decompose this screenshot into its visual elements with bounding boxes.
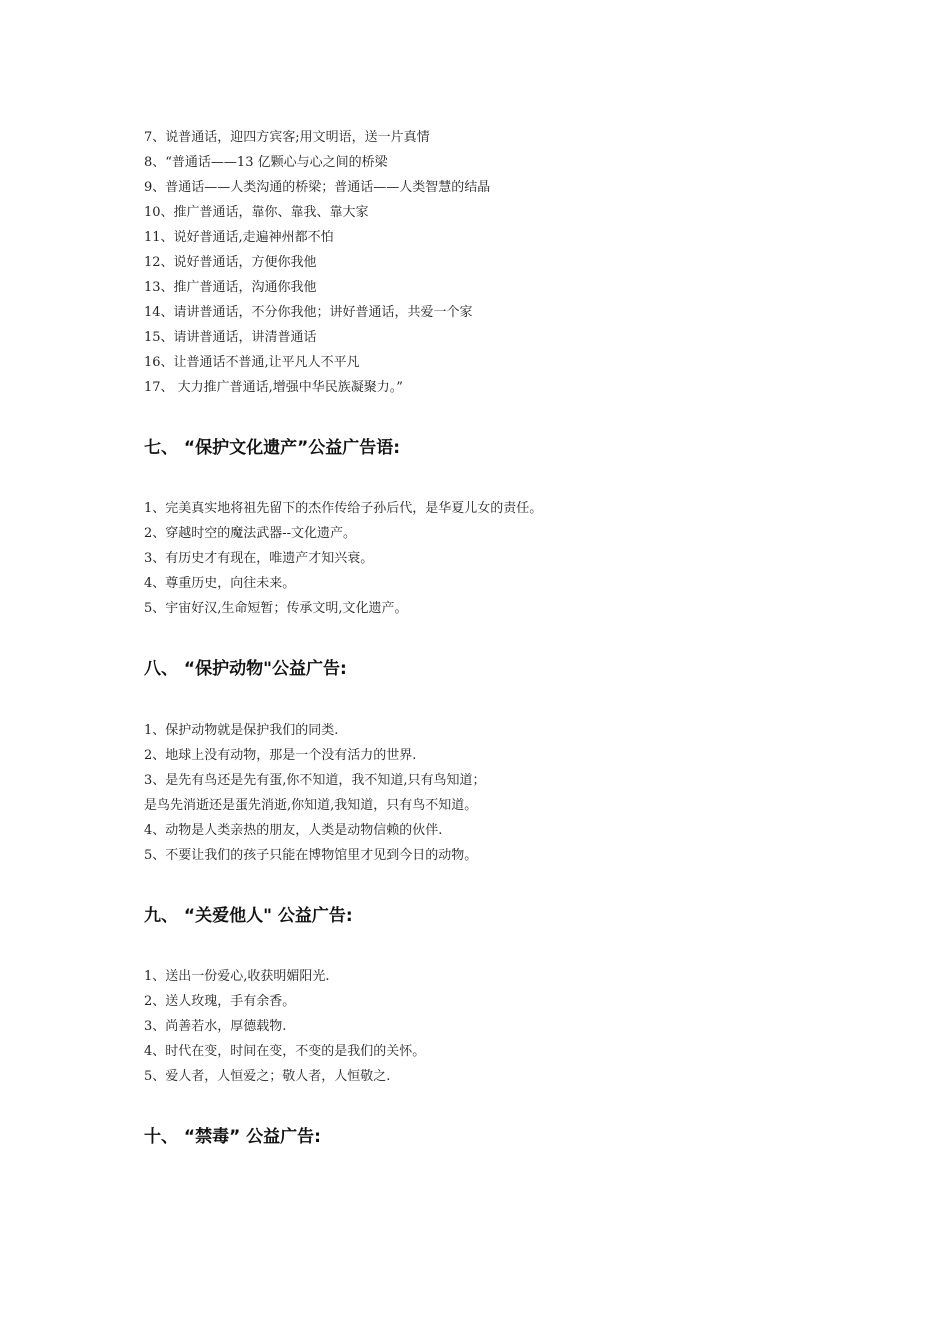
list-item: 2、送人玫瑰，手有余香。 xyxy=(144,994,296,1009)
list-item: 8、“普通话——13 亿颗心与心之间的桥梁 xyxy=(144,155,388,170)
list-item: 9、普通话——人类沟通的桥梁；普通话——人类智慧的结晶 xyxy=(144,180,491,195)
list-item: 3、尚善若水，厚德载物. xyxy=(144,1019,287,1034)
list-item: 1、送出一份爱心,收获明媚阳光. xyxy=(144,969,330,984)
list-item: 3、是先有鸟还是先有蛋,你不知道，我不知道,只有鸟知道； xyxy=(144,773,486,788)
list-item: 2、穿越时空的魔法武器--文化遗产。 xyxy=(144,526,357,541)
list-item: 2、地球上没有动物，那是一个没有活力的世界. xyxy=(144,748,417,763)
section-heading-anti-drug: 十、 “禁毒” 公益广告: xyxy=(144,1127,321,1147)
list-item: 5、宇宙好汉,生命短暂；传承文明,文化遗产。 xyxy=(144,601,408,616)
section-heading-protect-animals: 八、 “保护动物"公益广告: xyxy=(144,659,347,679)
list-item: 10、推广普通话，靠你、靠我、靠大家 xyxy=(144,205,369,220)
list-item: 4、尊重历史，向往未来。 xyxy=(144,576,296,591)
list-item: 14、请讲普通话，不分你我他；讲好普通话，共爱一个家 xyxy=(144,305,473,320)
care-for-others-slogan-list xyxy=(144,964,844,1089)
protect-animals-slogan-list xyxy=(144,718,844,868)
list-item: 11、说好普通话,走遍神州都不怕 xyxy=(144,230,334,245)
list-item: 15、请讲普通话，讲清普通话 xyxy=(144,330,317,345)
list-item: 13、推广普通话，沟通你我他 xyxy=(144,280,317,295)
section-heading-care-for-others: 九、 “关爱他人" 公益广告: xyxy=(144,906,353,926)
list-item: 1、保护动物就是保护我们的同类. xyxy=(144,723,339,738)
list-item: 1、完美真实地将祖先留下的杰作传给子孙后代，是华夏儿女的责任。 xyxy=(144,501,543,516)
list-item: 4、时代在变，时间在变，不变的是我们的关怀。 xyxy=(144,1044,426,1059)
list-item: 7、说普通话，迎四方宾客;用文明语，送一片真情 xyxy=(144,130,430,145)
putonghua-slogan-list xyxy=(144,125,844,400)
list-item: 16、让普通话不普通,让平凡人不平凡 xyxy=(144,355,360,370)
list-item: 5、爱人者，人恒爱之；敬人者，人恒敬之. xyxy=(144,1069,391,1084)
list-item: 3、有历史才有现在，唯遗产才知兴衰。 xyxy=(144,551,374,566)
list-item: 12、说好普通话，方便你我他 xyxy=(144,255,317,270)
cultural-heritage-slogan-list xyxy=(144,496,844,621)
list-item: 是鸟先消逝还是蛋先消逝,你知道,我知道，只有鸟不知道。 xyxy=(144,798,478,813)
list-item: 5、不要让我们的孩子只能在博物馆里才见到今日的动物。 xyxy=(144,848,478,863)
section-heading-cultural-heritage: 七、 “保护文化遗产”公益广告语: xyxy=(144,438,401,458)
list-item: 17、 大力推广普通话,增强中华民族凝聚力。” xyxy=(144,380,403,395)
document-page xyxy=(144,125,844,1149)
list-item: 4、动物是人类亲热的朋友，人类是动物信赖的伙伴. xyxy=(144,823,443,838)
